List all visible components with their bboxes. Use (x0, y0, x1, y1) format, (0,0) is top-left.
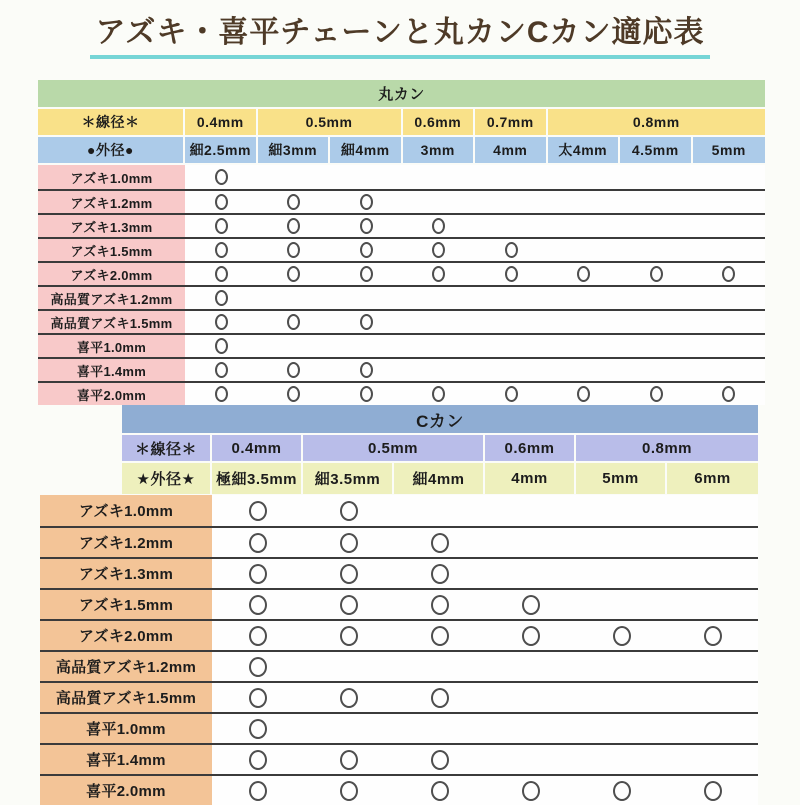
marukan-empty-cell (620, 239, 693, 261)
compatibility-circle-mark (340, 750, 358, 770)
ckan-row-label: 喜平1.0mm (40, 714, 212, 743)
compatibility-circle-mark (360, 218, 373, 234)
marukan-compatible-cell (403, 263, 476, 285)
ckan-empty-cell (576, 495, 667, 526)
marukan-wire-size-cell: 0.5mm (258, 109, 403, 135)
ckan-compatible-cell (212, 590, 303, 619)
ckan-table-row (40, 588, 758, 619)
ckan-row-label: 喜平2.0mm (40, 776, 212, 805)
ckan-row-label: アズキ1.5mm (40, 590, 212, 619)
ckan-outer-size-cell: 6mm (667, 463, 758, 494)
ckan-empty-cell (667, 528, 758, 557)
marukan-compatible-cell (403, 383, 476, 405)
ckan-wire-size-cell: 0.4mm (212, 435, 303, 461)
marukan-compatible-cell (548, 263, 621, 285)
marukan-compatible-cell (258, 311, 331, 333)
marukan-empty-cell (403, 287, 476, 309)
ckan-table-row (40, 712, 758, 743)
ckan-compatible-cell (212, 621, 303, 650)
marukan-empty-cell (693, 287, 766, 309)
ckan-outer-size-cell: 5mm (576, 463, 667, 494)
ckan-compatible-cell (212, 528, 303, 557)
marukan-compatible-cell (330, 383, 403, 405)
ckan-compatible-cell (212, 776, 303, 805)
ckan-compatible-cell (576, 621, 667, 650)
ckan-outer-diameter-row (40, 463, 758, 494)
ckan-compatible-cell (394, 621, 485, 650)
ckan-compatible-cell (394, 776, 485, 805)
ckan-empty-cell (576, 528, 667, 557)
compatibility-circle-mark (360, 266, 373, 282)
compatibility-circle-mark (360, 194, 373, 210)
marukan-empty-cell (475, 311, 548, 333)
marukan-row-label: 喜平1.4mm (38, 359, 185, 381)
ckan-compatible-cell (212, 745, 303, 774)
marukan-compatible-cell (258, 191, 331, 213)
compatibility-circle-mark (249, 626, 267, 646)
ckan-compatible-cell (394, 590, 485, 619)
compatibility-circle-mark (431, 688, 449, 708)
ckan-empty-cell (667, 652, 758, 681)
ckan-empty-cell (667, 745, 758, 774)
ckan-compatible-cell (394, 745, 485, 774)
ckan-compatible-cell (394, 528, 485, 557)
compatibility-circle-mark (340, 781, 358, 801)
marukan-compatible-cell (185, 165, 258, 189)
marukan-outer-size-cell: 細2.5mm (185, 137, 258, 163)
ckan-empty-cell (667, 590, 758, 619)
ckan-row-label: アズキ2.0mm (40, 621, 212, 650)
compatibility-circle-mark (613, 781, 631, 801)
marukan-empty-cell (693, 359, 766, 381)
marukan-wire-size-cell: 0.4mm (185, 109, 258, 135)
marukan-empty-cell (548, 239, 621, 261)
marukan-empty-cell (620, 215, 693, 237)
marukan-compatible-cell (185, 335, 258, 357)
ckan-outer-header-label: ★外径★ (122, 463, 212, 494)
marukan-empty-cell (475, 335, 548, 357)
compatibility-circle-mark (249, 595, 267, 615)
marukan-empty-cell (258, 165, 331, 189)
marukan-outer-diameter-row (38, 137, 765, 163)
marukan-wire-size-cell: 0.8mm (548, 109, 766, 135)
ckan-outer-size-cell: 細3.5mm (303, 463, 394, 494)
marukan-empty-cell (403, 335, 476, 357)
compatibility-circle-mark (249, 564, 267, 584)
ckan-row-label: アズキ1.0mm (40, 495, 212, 526)
ckan-compatible-cell (303, 495, 394, 526)
marukan-table-row (38, 261, 765, 285)
ckan-compatible-cell (212, 714, 303, 743)
compatibility-circle-mark (340, 533, 358, 553)
marukan-empty-cell (475, 215, 548, 237)
marukan-compatible-cell (185, 239, 258, 261)
marukan-empty-cell (258, 335, 331, 357)
ckan-table-row (40, 650, 758, 681)
marukan-row-label: アズキ2.0mm (38, 263, 185, 285)
marukan-wire-size-cell: 0.7mm (475, 109, 548, 135)
compatibility-circle-mark (215, 194, 228, 210)
marukan-compatible-cell (693, 263, 766, 285)
marukan-outer-size-cell: 5mm (693, 137, 766, 163)
ckan-empty-cell (576, 683, 667, 712)
marukan-empty-cell (403, 359, 476, 381)
compatibility-circle-mark (215, 169, 228, 185)
compatibility-circle-mark (287, 218, 300, 234)
page-title (0, 0, 800, 59)
ckan-wire-size-cell: 0.8mm (576, 435, 758, 461)
marukan-compatible-cell (403, 239, 476, 261)
marukan-empty-cell (548, 359, 621, 381)
compatibility-circle-mark (249, 688, 267, 708)
marukan-table-row (38, 309, 765, 333)
ckan-compatible-cell (394, 683, 485, 712)
marukan-table-row (38, 189, 765, 213)
marukan-compatible-cell (330, 239, 403, 261)
compatibility-circle-mark (505, 386, 518, 402)
compatibility-circle-mark (360, 242, 373, 258)
compatibility-circle-mark (432, 218, 445, 234)
marukan-compatible-cell (330, 311, 403, 333)
ckan-empty-cell (485, 559, 576, 588)
marukan-compatible-cell (403, 215, 476, 237)
compatibility-circle-mark (431, 626, 449, 646)
compatibility-circle-mark (215, 266, 228, 282)
marukan-row-label: 喜平1.0mm (38, 335, 185, 357)
ckan-compatible-cell (303, 776, 394, 805)
compatibility-circle-mark (215, 242, 228, 258)
compatibility-circle-mark (722, 386, 735, 402)
marukan-empty-cell (548, 287, 621, 309)
ckan-empty-cell (485, 652, 576, 681)
marukan-empty-cell (475, 359, 548, 381)
ckan-empty-cell (576, 745, 667, 774)
compatibility-circle-mark (431, 750, 449, 770)
compatibility-circle-mark (340, 626, 358, 646)
ckan-compatible-cell (576, 776, 667, 805)
ckan-wire-size-cell: 0.5mm (303, 435, 485, 461)
compatibility-circle-mark (360, 386, 373, 402)
marukan-empty-cell (548, 215, 621, 237)
marukan-table-row (38, 285, 765, 309)
compatibility-circle-mark (613, 626, 631, 646)
marukan-compatible-cell (330, 359, 403, 381)
marukan-table-row (38, 333, 765, 357)
compatibility-circle-mark (215, 338, 228, 354)
marukan-empty-cell (475, 165, 548, 189)
marukan-empty-cell (693, 239, 766, 261)
marukan-compatible-cell (185, 383, 258, 405)
marukan-row-label: 高品質アズキ1.2mm (38, 287, 185, 309)
marukan-compatible-cell (185, 263, 258, 285)
compatibility-circle-mark (287, 266, 300, 282)
ckan-row-label: アズキ1.3mm (40, 559, 212, 588)
ckan-compatible-cell (212, 683, 303, 712)
marukan-wire-diameter-row (38, 109, 765, 135)
ckan-table-row (40, 495, 758, 526)
compatibility-circle-mark (432, 242, 445, 258)
ckan-compatible-cell (303, 683, 394, 712)
ckan-wire-size-cell: 0.6mm (485, 435, 576, 461)
marukan-compatible-cell (185, 191, 258, 213)
compatibility-circle-mark (704, 781, 722, 801)
marukan-compatible-cell (258, 263, 331, 285)
compatibility-circle-mark (287, 242, 300, 258)
ckan-compatible-cell (212, 652, 303, 681)
compatibility-circle-mark (249, 750, 267, 770)
marukan-outer-size-cell: 4.5mm (620, 137, 693, 163)
marukan-outer-size-cell: 太4mm (548, 137, 621, 163)
ckan-empty-cell (485, 745, 576, 774)
ckan-compatible-cell (667, 776, 758, 805)
marukan-compatible-cell (185, 311, 258, 333)
ckan-table-row (40, 743, 758, 774)
ckan-table-row (40, 619, 758, 650)
ckan-compatible-cell (212, 559, 303, 588)
ckan-empty-cell (303, 652, 394, 681)
marukan-compatible-cell (620, 263, 693, 285)
compatibility-circle-mark (431, 781, 449, 801)
marukan-empty-cell (693, 335, 766, 357)
marukan-empty-cell (548, 335, 621, 357)
ckan-table-row (40, 526, 758, 557)
marukan-empty-cell (403, 311, 476, 333)
marukan-row-label: アズキ1.5mm (38, 239, 185, 261)
marukan-compatible-cell (258, 239, 331, 261)
ckan-compatible-cell (303, 559, 394, 588)
compatibility-circle-mark (340, 564, 358, 584)
marukan-compatible-cell (185, 215, 258, 237)
ckan-empty-cell (667, 495, 758, 526)
ckan-compatible-cell (485, 590, 576, 619)
marukan-compatible-cell (330, 191, 403, 213)
marukan-empty-cell (620, 335, 693, 357)
compatibility-circle-mark (522, 595, 540, 615)
compatibility-circle-mark (522, 781, 540, 801)
marukan-empty-cell (475, 287, 548, 309)
compatibility-circle-mark (287, 194, 300, 210)
ckan-outer-size-cell: 細4mm (394, 463, 485, 494)
ckan-empty-cell (485, 495, 576, 526)
ckan-compatible-cell (303, 621, 394, 650)
ckan-empty-cell (667, 559, 758, 588)
ckan-empty-cell (485, 714, 576, 743)
compatibility-circle-mark (287, 386, 300, 402)
ckan-wire-diameter-row (40, 435, 758, 461)
marukan-compatible-cell (330, 263, 403, 285)
ckan-row-label: アズキ1.2mm (40, 528, 212, 557)
ckan-empty-cell (576, 652, 667, 681)
compatibility-circle-mark (340, 595, 358, 615)
marukan-empty-cell (693, 165, 766, 189)
page-title-text: アズキ・喜平チェーンと丸カンCカン適応表 (90, 14, 711, 59)
marukan-row-label: 喜平2.0mm (38, 383, 185, 405)
ckan-outer-size-cell: 極細3.5mm (212, 463, 303, 494)
marukan-outer-size-cell: 細4mm (330, 137, 403, 163)
ckan-row-label: 喜平1.4mm (40, 745, 212, 774)
ckan-empty-cell (394, 714, 485, 743)
ckan-empty-cell (576, 590, 667, 619)
marukan-compatible-cell (620, 383, 693, 405)
marukan-wire-size-cell: 0.6mm (403, 109, 476, 135)
compatibility-circle-mark (431, 533, 449, 553)
marukan-empty-cell (258, 287, 331, 309)
marukan-empty-cell (548, 165, 621, 189)
compatibility-circle-mark (432, 266, 445, 282)
compatibility-circle-mark (249, 719, 267, 739)
ckan-compatible-cell (485, 776, 576, 805)
compatibility-circle-mark (249, 501, 267, 521)
ckan-empty-cell (576, 559, 667, 588)
ckan-empty-cell (394, 652, 485, 681)
marukan-empty-cell (620, 287, 693, 309)
marukan-compatible-cell (185, 359, 258, 381)
marukan-table-title: 丸カン (38, 80, 765, 107)
ckan-compatible-cell (303, 528, 394, 557)
ckan-wire-header-label: ＊線径＊ (122, 435, 212, 461)
marukan-empty-cell (693, 191, 766, 213)
marukan-compatible-cell (693, 383, 766, 405)
compatibility-circle-mark (650, 266, 663, 282)
marukan-compatible-cell (330, 215, 403, 237)
marukan-empty-cell (620, 311, 693, 333)
marukan-compatible-cell (258, 215, 331, 237)
marukan-compatible-cell (475, 263, 548, 285)
marukan-compatible-cell (475, 383, 548, 405)
compatibility-circle-mark (287, 314, 300, 330)
ckan-table-row (40, 774, 758, 805)
ckan-outer-size-cell: 4mm (485, 463, 576, 494)
compatibility-circle-mark (215, 386, 228, 402)
ckan-empty-cell (303, 714, 394, 743)
ckan-empty-cell (485, 528, 576, 557)
marukan-row-label: アズキ1.2mm (38, 191, 185, 213)
compatibility-circle-mark (505, 242, 518, 258)
compatibility-circle-mark (249, 533, 267, 553)
compatibility-circle-mark (432, 386, 445, 402)
compatibility-circle-mark (360, 314, 373, 330)
marukan-outer-size-cell: 細3mm (258, 137, 331, 163)
ckan-compatible-cell (394, 559, 485, 588)
marukan-empty-cell (620, 191, 693, 213)
marukan-compatible-cell (258, 383, 331, 405)
ckan-table-row (40, 681, 758, 712)
marukan-table-row (38, 237, 765, 261)
compatibility-circle-mark (505, 266, 518, 282)
ckan-row-label: 高品質アズキ1.2mm (40, 652, 212, 681)
marukan-table-row (38, 213, 765, 237)
compatibility-circle-mark (522, 626, 540, 646)
marukan-empty-cell (693, 311, 766, 333)
marukan-compatible-cell (258, 359, 331, 381)
compatibility-circle-mark (577, 386, 590, 402)
ckan-compatible-cell (303, 590, 394, 619)
marukan-empty-cell (403, 191, 476, 213)
marukan-outer-header-label: ●外径● (38, 137, 185, 163)
compatibility-circle-mark (340, 501, 358, 521)
marukan-empty-cell (330, 165, 403, 189)
compatibility-circle-mark (215, 218, 228, 234)
marukan-compatible-cell (548, 383, 621, 405)
ckan-row-label: 高品質アズキ1.5mm (40, 683, 212, 712)
marukan-empty-cell (693, 215, 766, 237)
ckan-empty-cell (576, 714, 667, 743)
compatibility-circle-mark (287, 362, 300, 378)
ckan-compatible-cell (667, 621, 758, 650)
ckan-compatibility-table (40, 405, 758, 805)
compatibility-circle-mark (340, 688, 358, 708)
ckan-empty-cell (394, 495, 485, 526)
compatibility-circle-mark (722, 266, 735, 282)
compatibility-circle-mark (215, 314, 228, 330)
marukan-empty-cell (403, 165, 476, 189)
marukan-empty-cell (330, 335, 403, 357)
marukan-outer-size-cell: 3mm (403, 137, 476, 163)
ckan-table-title: Cカン (122, 405, 758, 433)
compatibility-circle-mark (249, 657, 267, 677)
ckan-empty-cell (485, 683, 576, 712)
marukan-compatible-cell (475, 239, 548, 261)
marukan-row-label: アズキ1.3mm (38, 215, 185, 237)
ckan-table-row (40, 557, 758, 588)
compatibility-circle-mark (577, 266, 590, 282)
marukan-outer-size-cell: 4mm (475, 137, 548, 163)
compatibility-circle-mark (360, 362, 373, 378)
marukan-table-row (38, 381, 765, 405)
ckan-compatible-cell (303, 745, 394, 774)
marukan-compatible-cell (185, 287, 258, 309)
compatibility-circle-mark (215, 362, 228, 378)
marukan-empty-cell (475, 191, 548, 213)
compatibility-circle-mark (431, 564, 449, 584)
marukan-compatibility-table (38, 80, 765, 405)
marukan-empty-cell (548, 311, 621, 333)
compatibility-circle-mark (215, 290, 228, 306)
marukan-empty-cell (330, 287, 403, 309)
ckan-compatible-cell (212, 495, 303, 526)
marukan-empty-cell (620, 359, 693, 381)
marukan-table-row (38, 165, 765, 189)
marukan-empty-cell (620, 165, 693, 189)
marukan-row-label: 高品質アズキ1.5mm (38, 311, 185, 333)
marukan-wire-header-label: ＊線径＊ (38, 109, 185, 135)
compatibility-circle-mark (704, 626, 722, 646)
compatibility-circle-mark (650, 386, 663, 402)
compatibility-circle-mark (249, 781, 267, 801)
ckan-compatible-cell (485, 621, 576, 650)
compatibility-circle-mark (431, 595, 449, 615)
marukan-table-row (38, 357, 765, 381)
marukan-empty-cell (548, 191, 621, 213)
marukan-row-label: アズキ1.0mm (38, 165, 185, 189)
ckan-empty-cell (667, 714, 758, 743)
ckan-empty-cell (667, 683, 758, 712)
